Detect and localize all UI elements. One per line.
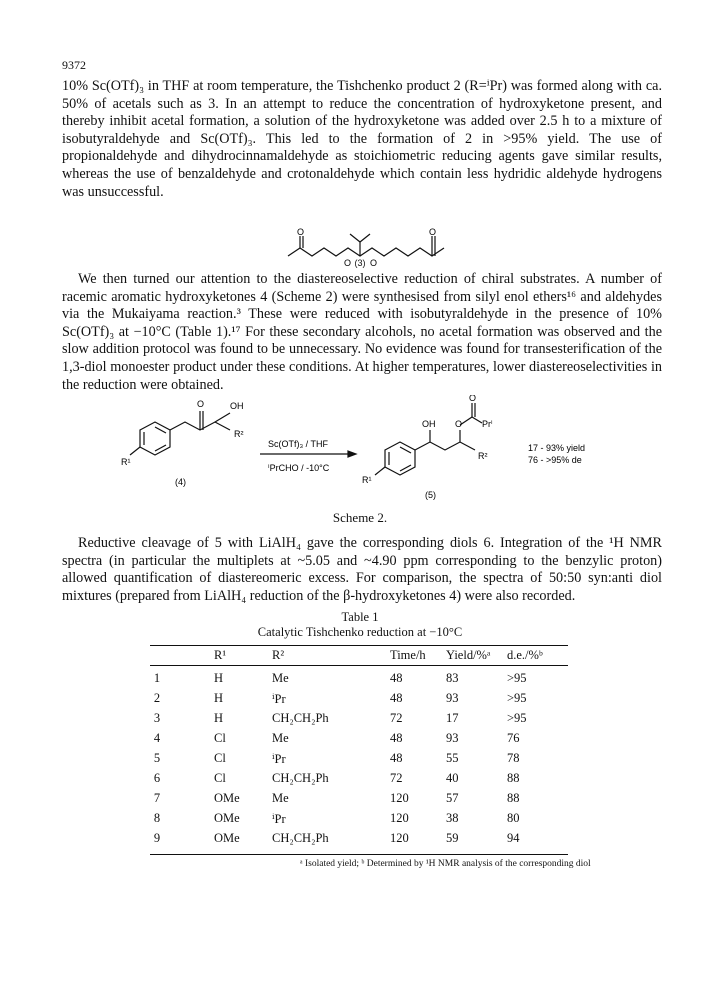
row-de: 80 [507,811,520,825]
row-r2: Me [272,791,289,805]
structure3-ring-o-right: O [370,258,378,268]
header-de: d.e./%ᵇ [507,648,543,662]
row-time: 72 [390,771,403,785]
table-row [150,711,568,729]
row-time: 120 [390,791,409,805]
scheme-reagent-bottom: ⁱPrCHO / -10°C [268,463,330,473]
row-time: 72 [390,711,403,725]
row-time: 120 [390,831,409,845]
row-de: 88 [507,771,520,785]
row-de: 88 [507,791,520,805]
row-r2: ⁱPr [272,692,286,706]
table-row [150,811,568,829]
row-time: 48 [390,751,403,765]
table-row [150,791,568,809]
scheme-caption: Scheme 2. [332,510,388,525]
paragraph-reductive-cleavage: Reductive cleavage of 5 with LiAlH₄ gave the corresponding diols 6. Integration of the ¹H NMR spectra (in particular the multiplets at ~5.05 and ~4.90 ppm corresponding to the benzylic proton) allowed quantification of diastereomeric excess. For comparison, the spectra of 50:50 syn:anti diol mixtures (prepared from LiAlH₄ reduction of the β-hydroxyketones 4) were also recorded. [62,535,662,604]
page-number: 9372 [62,58,86,72]
row-yield: 93 [446,731,459,745]
table-title-block [0,610,720,640]
row-r1: Cl [214,731,226,745]
scheme-c4-oh: OH [230,401,244,411]
scheme-de-note: 76 - >95% de [528,455,582,465]
row-r1: H [214,691,224,705]
row-r2: CH₂CH₂Ph [272,771,329,785]
scheme-c4-o: O [197,399,205,409]
table-subtitle: Catalytic Tishchenko reduction at −10°C [257,625,463,639]
row-r1: H [214,711,224,725]
paragraph-diastereoselective: We then turned our attention to the diastereoselective reduction of chiral substrates. A number of racemic aromatic hydroxyketones 4 (Scheme 2) were synthesised from silyl enol ethers¹⁶ and aldehydes via the Mukaiyama reaction.³ These were reduced with isobutyraldehyde in the presence of 10% Sc(OTf)₃ at −10°C (Table 1).¹⁷ For these secondary alcohols, no acetal formation was observed and the slow addition protocol was found to be unnecessary. No evidence was found for transesterification of the 1,3-diol monoester product under these conditions. At higher temperatures, lower diastereoselectivities in the reduction were obtained. [62,271,662,393]
row-r2: Me [272,671,289,685]
row-r1: OMe [214,791,240,805]
structure-3-label: (3) [354,258,366,268]
row-yield: 55 [446,751,459,765]
scheme-yield-note: 17 - 93% yield [528,443,586,453]
row-time: 48 [390,671,403,685]
row-r2: CH₂CH₂Ph [272,831,329,845]
row-number: 6 [153,771,161,785]
row-de: >95 [507,671,527,685]
scheme-c5-r1: R¹ [362,475,372,485]
row-r2: Me [272,731,289,745]
scheme-c4-r2: R² [234,429,244,439]
structure-3-diagram [270,228,470,276]
header-yield: Yield/%ᵃ [446,648,491,662]
row-de: 78 [507,751,520,765]
row-number: 2 [153,691,161,705]
table-row [150,691,568,709]
row-de: 94 [507,831,520,845]
row-number: 5 [153,751,161,765]
table-footnote: ᵃ Isolated yield; ᵇ Determined by ¹H NMR analysis of the corresponding diol [300,859,591,869]
row-r2: ⁱPr [272,812,286,826]
structure3-carbonyl-o-right: O [429,228,437,237]
row-r2: CH₂CH₂Ph [272,711,329,725]
row-number: 8 [153,811,161,825]
table-row [150,771,568,789]
row-time: 48 [390,731,403,745]
scheme-c5-oh: OH [422,419,436,429]
table-header-row [150,648,568,666]
row-number: 9 [153,831,161,845]
table-title: Table 1 [341,610,379,624]
table-row [150,751,568,769]
row-yield: 83 [446,671,459,685]
row-time: 120 [390,811,409,825]
scheme-c5-o: O [455,419,463,429]
row-yield: 93 [446,691,459,705]
scheme-reagent-top: Sc(OTf)₃ / THF [268,439,328,449]
scheme-2-diagram [120,395,600,505]
row-number: 4 [153,731,161,745]
row-de: 76 [507,731,520,745]
compound-5-label: (5) [425,490,436,500]
header-time: Time/h [390,648,426,662]
table-row [150,671,568,689]
row-number: 3 [153,711,161,725]
table-row [150,831,568,849]
scheme-c4-r1: R¹ [121,457,131,467]
table-row [150,731,568,749]
header-r2: R² [272,648,285,662]
scheme-c5-r2: R² [478,451,488,461]
header-r1: R¹ [214,648,227,662]
paragraph-tishchenko-intro: 10% Sc(OTf)₃ in THF at room temperature, the Tishchenko product 2 (R=ⁱPr) was formed along with ca. 50% of acetals such as 3. In an attempt to reduce the concentration of hydroxyketone present, and thereby inhibit acetal formation, a solution of the hydroxyketone was added over 2.5 h to a mixture of isobutyraldehyde and Sc(OTf)₃. This led to the formation of 2 in >95% yield. The use of propionaldehyde and dihydrocinnamaldehyde as stoichiometric reducing agents gave similar results, whereas the use of benzaldehyde and crotonaldehyde which contain less hydridic aldehyde hydrogens was unsuccessful. [62,78,662,200]
row-de: >95 [507,691,527,705]
compound-4-label: (4) [175,477,186,487]
row-r2: ⁱPr [272,752,286,766]
row-yield: 59 [446,831,459,845]
table-rule-bottom [150,854,568,855]
table-rule-mid [150,665,568,666]
row-time: 48 [390,691,403,705]
row-yield: 40 [446,771,459,785]
row-r1: OMe [214,831,240,845]
row-number: 7 [153,791,161,805]
row-r1: H [214,671,224,685]
row-r1: Cl [214,751,226,765]
row-de: >95 [507,711,527,725]
table-rule-top [150,645,568,646]
row-number: 1 [153,671,161,685]
row-yield: 17 [446,711,459,725]
row-yield: 57 [446,791,459,805]
structure3-ring-o-left: O [344,258,352,268]
row-r1: Cl [214,771,226,785]
scheme-c5-carbonyl-o: O [469,395,477,403]
structure3-carbonyl-o-left: O [297,228,305,237]
row-yield: 38 [446,811,459,825]
row-r1: OMe [214,811,240,825]
scheme-c5-pr: Prⁱ [482,419,493,429]
